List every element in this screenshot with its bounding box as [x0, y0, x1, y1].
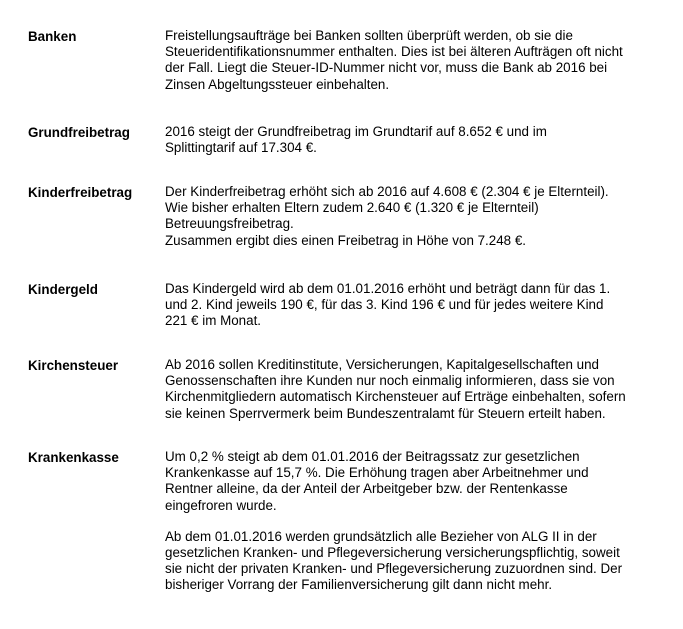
- term-description: [165, 281, 675, 330]
- term-label: Krankenkasse: [28, 450, 119, 465]
- text-line: Um 0,2 % steigt ab dem 01.01.2016 der Beitragssatz zur gesetzlichen: [165, 449, 580, 464]
- text-line: gesetzlichen Kranken- und Pflegeversicherung versicherungspflichtig, soweit: [165, 545, 620, 561]
- text-line: Zusammen ergibt dies einen Freibetrag in Höhe von 7.248 €.: [165, 232, 527, 248]
- text-line: sie nicht der privaten Kranken- und Pflegeversicherung zuzuordnen sind. Der: [165, 561, 623, 577]
- term-description: [165, 28, 675, 93]
- term-label: Grundfreibetrag: [28, 125, 130, 140]
- text-line: Wie bisher erhalten Eltern zudem 2.640 € (1.320 € je Elternteil): [165, 200, 539, 216]
- text-line: Rentner alleine, da der Anteil der Arbeitgeber bzw. der Rentenkasse: [165, 481, 568, 497]
- text-line: 2016 steigt der Grundfreibetrag im Grundtarif auf 8.652 € und im: [165, 124, 547, 139]
- text-line: Steueridentifikationsnummer enthalten. Dies ist bei älteren Aufträgen oft nicht: [165, 44, 623, 60]
- text-line: sie keinen Sperrvermerk beim Bundeszentralamt für Steuern erteilt haben.: [165, 405, 606, 421]
- term-label: Banken: [28, 29, 77, 44]
- text-line: 221 € im Monat.: [165, 313, 262, 329]
- text-line: Das Kindergeld wird ab dem 01.01.2016 erhöht und beträgt dann für das 1.: [165, 281, 611, 296]
- text-line: Krankenkasse auf 15,7 %. Die Erhöhung tragen aber Arbeitnehmer und: [165, 465, 589, 481]
- description-paragraph: [165, 28, 675, 93]
- description-paragraph: [165, 357, 675, 422]
- description-paragraph: [165, 529, 675, 594]
- text-line: Ab dem 01.01.2016 werden grundsätzlich alle Bezieher von ALG II in der: [165, 528, 597, 544]
- term-label: Kindergeld: [28, 282, 98, 297]
- text-line: der Fall. Liegt die Steuer-ID-Nummer nicht vor, muss die Bank ab 2016 bei: [165, 60, 608, 76]
- term-label: Kirchensteuer: [28, 358, 119, 373]
- term-description: [165, 449, 675, 594]
- term-description: [165, 357, 675, 422]
- text-line: Freistellungsaufträge bei Banken sollten überprüft werden, ob sie die: [165, 28, 573, 43]
- text-line: Splittingtarif auf 17.304 €.: [165, 140, 317, 156]
- text-line: Zinsen Abgeltungssteuer einbehalten.: [165, 76, 390, 92]
- term-label: Kinderfreibetrag: [28, 185, 133, 200]
- text-line: Der Kinderfreibetrag erhöht sich ab 2016 auf 4.608 € (2.304 € je Elternteil).: [165, 184, 609, 199]
- text-line: und 2. Kind jeweils 190 €, für das 3. Kind 196 € und für jedes weitere Kind: [165, 297, 604, 313]
- description-paragraph: [165, 184, 675, 249]
- text-line: Kirchenmitgliedern automatisch Kirchensteuer auf Erträge einbehalten, sofern: [165, 389, 626, 405]
- term-description: [165, 184, 675, 249]
- text-line: Genossenschaften ihre Kunden nur noch einmalig informieren, dass sie von: [165, 373, 615, 389]
- term-description: [165, 124, 675, 156]
- description-paragraph: [165, 124, 675, 156]
- text-line: eingefroren wurde.: [165, 497, 277, 513]
- text-line: Ab 2016 sollen Kreditinstitute, Versicherungen, Kapitalgesellschaften und: [165, 357, 599, 372]
- text-line: Betreuungsfreibetrag.: [165, 216, 294, 232]
- text-line: bisheriger Vorrang der Familienversicherung gilt dann nicht mehr.: [165, 577, 553, 593]
- description-paragraph: [165, 281, 675, 330]
- description-paragraph: [165, 449, 675, 514]
